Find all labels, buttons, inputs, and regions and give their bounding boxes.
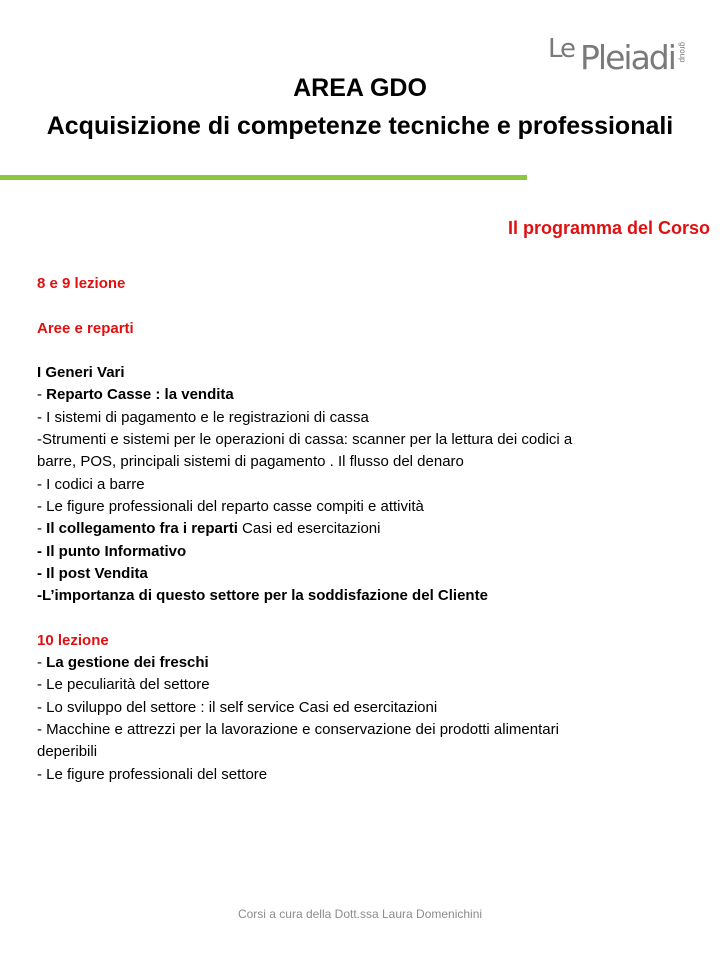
list-item-collegamento — [37, 518, 677, 540]
list-item-importanza: -L’importanza di questo settore per la soddisfazione del Cliente — [37, 587, 488, 605]
page-title: AREA GDO — [293, 74, 427, 102]
list-item-macchine-1: - Macchine e attrezzi per la lavorazione e conservazione dei prodotti alimentari — [37, 720, 559, 738]
list-item-macchine-2: deperibili — [37, 743, 98, 761]
spacer — [37, 607, 677, 629]
spacer — [37, 340, 677, 362]
lesson-10-heading: 10 lezione — [37, 631, 109, 649]
spacer — [37, 295, 677, 317]
collegamento-rest-text: Casi ed esercitazioni — [237, 520, 381, 538]
list-item-casse — [37, 384, 677, 406]
logo-group-text: group — [677, 42, 687, 63]
collegamento-bold-text: Il collegamento fra i reparti — [46, 520, 238, 538]
course-program — [37, 273, 677, 786]
list-prefix: - — [37, 654, 47, 672]
list-item-pagamento: - I sistemi di pagamento e le registrazioni di cassa — [37, 408, 369, 426]
logo-pleiadi-text: Pleiadi — [580, 38, 675, 77]
generi-vari-title: I Generi Vari — [37, 364, 125, 382]
areas-topic: Aree e reparti — [37, 319, 134, 337]
list-prefix: - — [37, 386, 47, 404]
logo-le-text: Le — [548, 34, 575, 64]
page-subtitle-main: Acquisizione di competenze tecniche e professionali — [46, 112, 674, 140]
lesson-8-9-heading: 8 e 9 lezione — [37, 275, 126, 292]
list-item-figure-casse: - Le figure professionali del reparto casse compiti e attività — [37, 497, 424, 515]
list-item-strumenti-1: -Strumenti e sistemi per le operazioni di cassa: scanner per la lettura dei codici a — [37, 431, 573, 449]
page-footer: Corsi a cura della Dott.ssa Laura Domenichini — [237, 907, 483, 921]
casse-bold-text: Reparto Casse : la vendita — [46, 386, 234, 404]
program-heading: Il programma del Corso — [507, 218, 710, 238]
freschi-bold-text: La gestione dei freschi — [46, 654, 209, 672]
list-item-freschi — [37, 652, 677, 674]
list-item-strumenti-2: barre, POS, principali sistemi di pagamento . Il flusso del denaro — [37, 453, 464, 471]
list-item-punto-informativo: - Il punto Informativo — [37, 542, 187, 560]
list-item-codici: - I codici a barre — [37, 475, 145, 493]
list-item-sviluppo: - Lo sviluppo del settore : il self service Casi ed esercitazioni — [37, 698, 438, 716]
list-item-post-vendita: - Il post Vendita — [37, 564, 148, 582]
list-item-peculiarita: - Le peculiarità del settore — [37, 676, 210, 694]
list-prefix: - — [37, 520, 47, 538]
green-divider — [0, 175, 527, 180]
list-item-figure-settore: - Le figure professionali del settore — [37, 765, 268, 783]
